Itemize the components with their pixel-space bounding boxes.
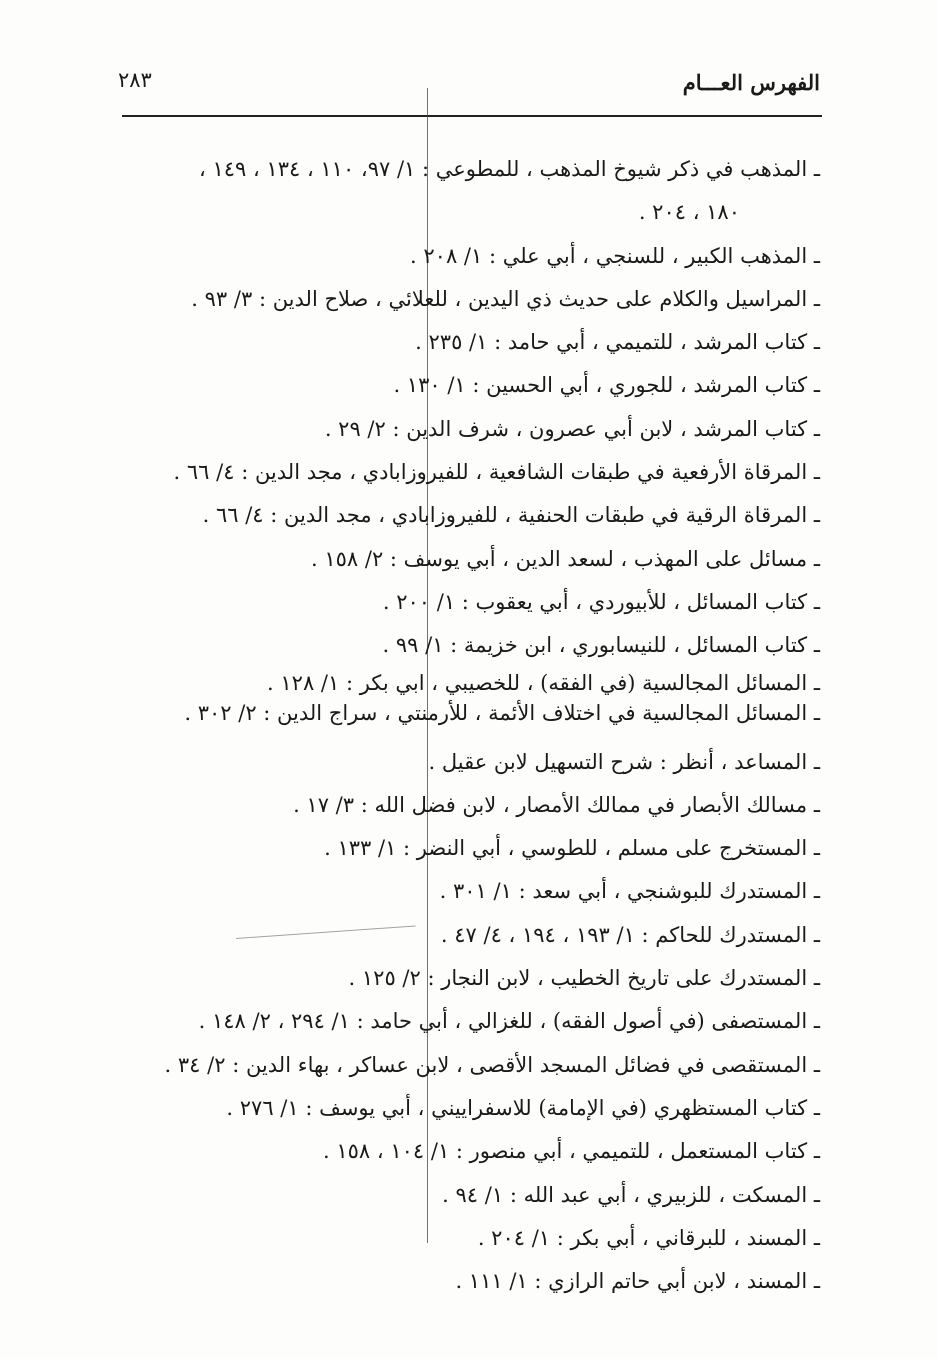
- index-entry: ـ كتاب المرشد ، للجوري ، أبي الحسين : ١/ ١٣٠ .: [393, 373, 820, 398]
- index-entry: ـ كتاب المرشد ، لابن أبي عصرون ، شرف الدين : ٢/ ٢٩ .: [324, 416, 820, 441]
- index-entry: ـ مسالك الأبصار في ممالك الأمصار ، لابن فضل الله : ٣/ ١٧ .: [293, 792, 820, 817]
- running-title: الفهرس العـــام: [682, 70, 820, 95]
- index-entry: ـ المذهب في ذكر شيوخ المذهب ، للمطوعي : ١/ ٩٧، ١١٠ ، ١٣٤ ، ١٤٩ ،: [198, 157, 820, 181]
- index-entry-continuation: ١٨٠ ، ٢٠٤ .: [638, 200, 740, 225]
- index-entry: ـ المستصفى (في أصول الفقه) ، للغزالي ، أبي حامد : ١/ ٢٩٤ ، ٢/ ١٤٨ .: [198, 1009, 820, 1034]
- index-entry: ـ المسائل المجالسية في اختلاف الأئمة ، للأرمنتي ، سراج الدين : ٢/ ٣٠٢ .: [184, 700, 820, 725]
- index-entry: ـ المستقصى في فضائل المسجد الأقصى ، لابن عساكر ، بهاء الدين : ٢/ ٣٤ .: [164, 1052, 820, 1077]
- index-entry: ـ المسند ، لابن أبي حاتم الرازي : ١/ ١١١ .: [455, 1269, 820, 1294]
- index-entry: ـ مسائل على المهذب ، لسعد الدين ، أبي يوسف : ٢/ ١٥٨ .: [310, 546, 820, 571]
- page-number: ٢٨٣: [118, 68, 152, 92]
- page-header: [118, 62, 820, 106]
- index-entry: ـ المرقاة الرقية في طبقات الحنفية ، للفيروزابادي ، مجد الدين : ٤/ ٦٦ .: [202, 503, 820, 528]
- index-entry: ـ المرقاة الأرفعية في طبقات الشافعية ، للفيروزابادي ، مجد الدين : ٤/ ٦٦ .: [173, 460, 820, 485]
- index-entry: ـ المسند ، للبرقاني ، أبي بكر : ١/ ٢٠٤ .: [477, 1225, 820, 1250]
- index-entry: ـ المسائل المجالسية (في الفقه) ، للخصيبي ، ابي بكر : ١/ ١٢٨ .: [267, 670, 820, 695]
- index-entry: ـ المستخرج على مسلم ، للطوسي ، أبي النضر : ١/ ١٣٣ .: [324, 836, 820, 861]
- index-entry: ـ كتاب المرشد ، للتميمي ، أبي حامد : ١/ ٢٣٥ .: [415, 330, 820, 355]
- index-entry: ـ المذهب الكبير ، للسنجي ، أبي علي : ١/ ٢٠٨ .: [410, 243, 820, 268]
- index-entry: ـ كتاب المسائل ، للأبيوردي ، أبي يعقوب : ١/ ٢٠٠ .: [382, 589, 820, 614]
- index-entry: ـ كتاب المسائل ، للنيسابوري ، ابن خزيمة : ١/ ٩٩ .: [382, 633, 820, 658]
- index-entry: ـ المستدرك للبوشنجي ، أبي سعد : ١/ ٣٠١ .: [439, 879, 820, 904]
- index-entry: ـ كتاب المستعمل ، للتميمي ، أبي منصور : ١/ ١٠٤ ، ١٥٨ .: [323, 1139, 820, 1164]
- index-entry: ـ المساعد ، أنظر : شرح التسهيل لابن عقيل .: [428, 749, 820, 774]
- index-entry: ـ المراسيل والكلام على حديث ذي اليدين ، للعلائي ، صلاح الدين : ٣/ ٩٣ .: [191, 286, 820, 311]
- index-entry: ـ كتاب المستظهري (في الإمامة) للاسفراييني ، أبي يوسف : ١/ ٢٧٦ .: [226, 1095, 820, 1120]
- index-entries: [120, 148, 820, 1303]
- header-rule: [122, 115, 822, 117]
- index-entry: ـ المستدرك على تاريخ الخطيب ، لابن النجار : ٢/ ١٢٥ .: [348, 966, 820, 991]
- index-entry: ـ المستدرك للحاكم : ١/ ١٩٣ ، ١٩٤ ، ٤/ ٤٧ .: [440, 922, 820, 947]
- index-entry: ـ المسكت ، للزبيري ، أبي عبد الله : ١/ ٩٤ .: [442, 1182, 820, 1207]
